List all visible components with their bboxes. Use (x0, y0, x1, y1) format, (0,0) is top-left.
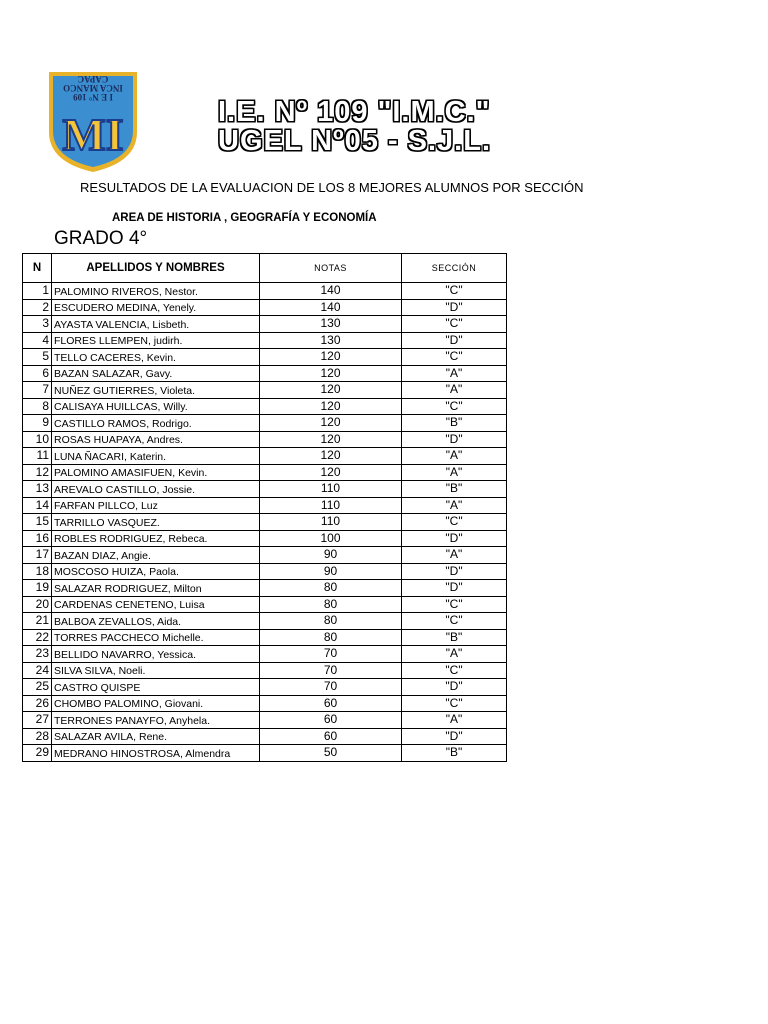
student-grade: 110 (260, 514, 402, 531)
student-section: "C" (402, 514, 507, 531)
student-section: "D" (402, 728, 507, 745)
logo-text-line2: INCA MANCO (63, 83, 123, 93)
student-grade: 120 (260, 349, 402, 366)
student-grade: 120 (260, 464, 402, 481)
student-grade: 90 (260, 563, 402, 580)
student-name: ROSAS HUAPAYA, Andres. (52, 431, 260, 448)
student-name: AYASTA VALENCIA, Lisbeth. (52, 316, 260, 333)
logo-text-line3: CAPAC (77, 74, 109, 84)
table-row (23, 431, 507, 448)
student-section: "B" (402, 481, 507, 498)
row-number: 5 (23, 349, 52, 366)
grade-label: GRADO 4° (54, 228, 148, 249)
school-title-line1: I.E. Nº 109 "I.M.C." (218, 96, 491, 128)
row-number: 20 (23, 596, 52, 613)
student-grade: 60 (260, 695, 402, 712)
student-name: BELLIDO NAVARRO, Yessica. (52, 646, 260, 663)
table-row (23, 464, 507, 481)
row-number: 12 (23, 464, 52, 481)
student-grade: 140 (260, 283, 402, 300)
student-section: "B" (402, 629, 507, 646)
student-grade: 70 (260, 679, 402, 696)
row-number: 6 (23, 365, 52, 382)
student-name: PALOMINO RIVEROS, Nestor. (52, 283, 260, 300)
student-grade: 110 (260, 481, 402, 498)
student-grade: 80 (260, 580, 402, 597)
row-number: 9 (23, 415, 52, 432)
student-grade: 60 (260, 728, 402, 745)
student-name: CASTILLO RAMOS, Rodrigo. (52, 415, 260, 432)
report-subtitle: RESULTADOS DE LA EVALUACION DE LOS 8 MEJORES ALUMNOS POR SECCIÓN (80, 180, 584, 195)
student-grade: 140 (260, 299, 402, 316)
student-section: "C" (402, 283, 507, 300)
student-grade: 90 (260, 547, 402, 564)
student-grade: 50 (260, 745, 402, 762)
student-name: TELLO CACERES, Kevin. (52, 349, 260, 366)
table-row (23, 530, 507, 547)
student-section: "C" (402, 662, 507, 679)
student-section: "C" (402, 695, 507, 712)
results-body (23, 283, 507, 762)
student-name: BAZAN DIAZ, Angie. (52, 547, 260, 564)
table-row (23, 481, 507, 498)
row-number: 21 (23, 613, 52, 630)
student-name: CHOMBO PALOMINO, Giovani. (52, 695, 260, 712)
table-row (23, 695, 507, 712)
student-name: TARRILLO VASQUEZ. (52, 514, 260, 531)
student-name: CASTRO QUISPE (52, 679, 260, 696)
subject-area: AREA DE HISTORIA , GEOGRAFÍA Y ECONOMÍA (112, 212, 377, 224)
header-notas: NOTAS (260, 254, 402, 283)
student-name: TORRES PACCHECO Michelle. (52, 629, 260, 646)
student-section: "A" (402, 448, 507, 465)
student-section: "D" (402, 332, 507, 349)
student-name: LUNA ÑACARI, Katerin. (52, 448, 260, 465)
row-number: 8 (23, 398, 52, 415)
table-row (23, 613, 507, 630)
row-number: 17 (23, 547, 52, 564)
row-number: 27 (23, 712, 52, 729)
school-title (218, 98, 491, 156)
row-number: 22 (23, 629, 52, 646)
student-grade: 70 (260, 646, 402, 663)
student-name: SALAZAR AVILA, Rene. (52, 728, 260, 745)
student-section: "B" (402, 745, 507, 762)
student-name: BALBOA ZEVALLOS, Aida. (52, 613, 260, 630)
table-row (23, 745, 507, 762)
student-grade: 80 (260, 613, 402, 630)
header-name: APELLIDOS Y NOMBRES (52, 254, 260, 283)
row-number: 2 (23, 299, 52, 316)
student-grade: 130 (260, 316, 402, 333)
table-row (23, 448, 507, 465)
table-row (23, 365, 507, 382)
student-name: AREVALO CASTILLO, Jossie. (52, 481, 260, 498)
student-name: ROBLES RODRIGUEZ, Rebeca. (52, 530, 260, 547)
student-grade: 120 (260, 382, 402, 399)
student-section: "D" (402, 580, 507, 597)
student-section: "D" (402, 530, 507, 547)
student-grade: 80 (260, 629, 402, 646)
row-number: 7 (23, 382, 52, 399)
student-section: "C" (402, 316, 507, 333)
table-row (23, 382, 507, 399)
student-section: "D" (402, 679, 507, 696)
student-section: "A" (402, 646, 507, 663)
student-section: "A" (402, 382, 507, 399)
table-row (23, 415, 507, 432)
student-name: MEDRANO HINOSTROSA, Almendra (52, 745, 260, 762)
table-row (23, 316, 507, 333)
table-row (23, 497, 507, 514)
student-name: NUÑEZ GUTIERRES, Violeta. (52, 382, 260, 399)
student-section: "A" (402, 712, 507, 729)
row-number: 14 (23, 497, 52, 514)
row-number: 1 (23, 283, 52, 300)
table-row (23, 349, 507, 366)
logo-text-line1: I E N° 109 (73, 92, 113, 102)
student-grade: 120 (260, 398, 402, 415)
school-title-line2: UGEL Nº05 - S.J.L. (218, 125, 492, 157)
student-section: "A" (402, 497, 507, 514)
student-section: "B" (402, 415, 507, 432)
student-grade: 80 (260, 596, 402, 613)
table-row (23, 662, 507, 679)
student-grade: 120 (260, 365, 402, 382)
logo-monogram: MI (62, 109, 124, 160)
table-row (23, 679, 507, 696)
student-name: CALISAYA HUILLCAS, Willy. (52, 398, 260, 415)
table-row (23, 629, 507, 646)
row-number: 13 (23, 481, 52, 498)
student-section: "D" (402, 299, 507, 316)
student-name: TERRONES PANAYFO, Anyhela. (52, 712, 260, 729)
student-name: FARFAN PILLCO, Luz (52, 497, 260, 514)
table-row (23, 712, 507, 729)
row-number: 19 (23, 580, 52, 597)
student-grade: 70 (260, 662, 402, 679)
table-row (23, 299, 507, 316)
student-section: "A" (402, 365, 507, 382)
results-table (22, 253, 507, 762)
student-name: FLORES LLEMPEN, judirh. (52, 332, 260, 349)
student-name: ESCUDERO MEDINA, Yenely. (52, 299, 260, 316)
student-section: "C" (402, 596, 507, 613)
row-number: 28 (23, 728, 52, 745)
row-number: 16 (23, 530, 52, 547)
row-number: 11 (23, 448, 52, 465)
table-row (23, 646, 507, 663)
row-number: 23 (23, 646, 52, 663)
table-row (23, 547, 507, 564)
table-row (23, 332, 507, 349)
student-grade: 60 (260, 712, 402, 729)
student-grade: 120 (260, 415, 402, 432)
student-name: SALAZAR RODRIGUEZ, Milton (52, 580, 260, 597)
table-row (23, 728, 507, 745)
student-section: "C" (402, 349, 507, 366)
student-name: CARDENAS CENETENO, Luisa (52, 596, 260, 613)
student-name: MOSCOSO HUIZA, Paola. (52, 563, 260, 580)
table-header-row (23, 254, 507, 283)
table-row (23, 514, 507, 531)
student-grade: 120 (260, 448, 402, 465)
row-number: 18 (23, 563, 52, 580)
table-row (23, 580, 507, 597)
student-section: "A" (402, 547, 507, 564)
row-number: 26 (23, 695, 52, 712)
row-number: 15 (23, 514, 52, 531)
row-number: 10 (23, 431, 52, 448)
table-row (23, 563, 507, 580)
header-seccion: SECCIÓN (402, 254, 507, 283)
row-number: 3 (23, 316, 52, 333)
table-row (23, 398, 507, 415)
student-name: PALOMINO AMASIFUEN, Kevin. (52, 464, 260, 481)
row-number: 25 (23, 679, 52, 696)
table-row (23, 596, 507, 613)
student-name: SILVA SILVA, Noeli. (52, 662, 260, 679)
row-number: 24 (23, 662, 52, 679)
student-section: "A" (402, 464, 507, 481)
student-grade: 110 (260, 497, 402, 514)
student-section: "C" (402, 398, 507, 415)
table-row (23, 283, 507, 300)
student-section: "D" (402, 431, 507, 448)
student-grade: 100 (260, 530, 402, 547)
row-number: 4 (23, 332, 52, 349)
student-section: "C" (402, 613, 507, 630)
student-name: BAZAN SALAZAR, Gavy. (52, 365, 260, 382)
school-shield-emblem (47, 70, 139, 174)
student-section: "D" (402, 563, 507, 580)
row-number: 29 (23, 745, 52, 762)
student-grade: 130 (260, 332, 402, 349)
header-n: N (23, 254, 52, 283)
school-logo (47, 70, 139, 174)
student-grade: 120 (260, 431, 402, 448)
